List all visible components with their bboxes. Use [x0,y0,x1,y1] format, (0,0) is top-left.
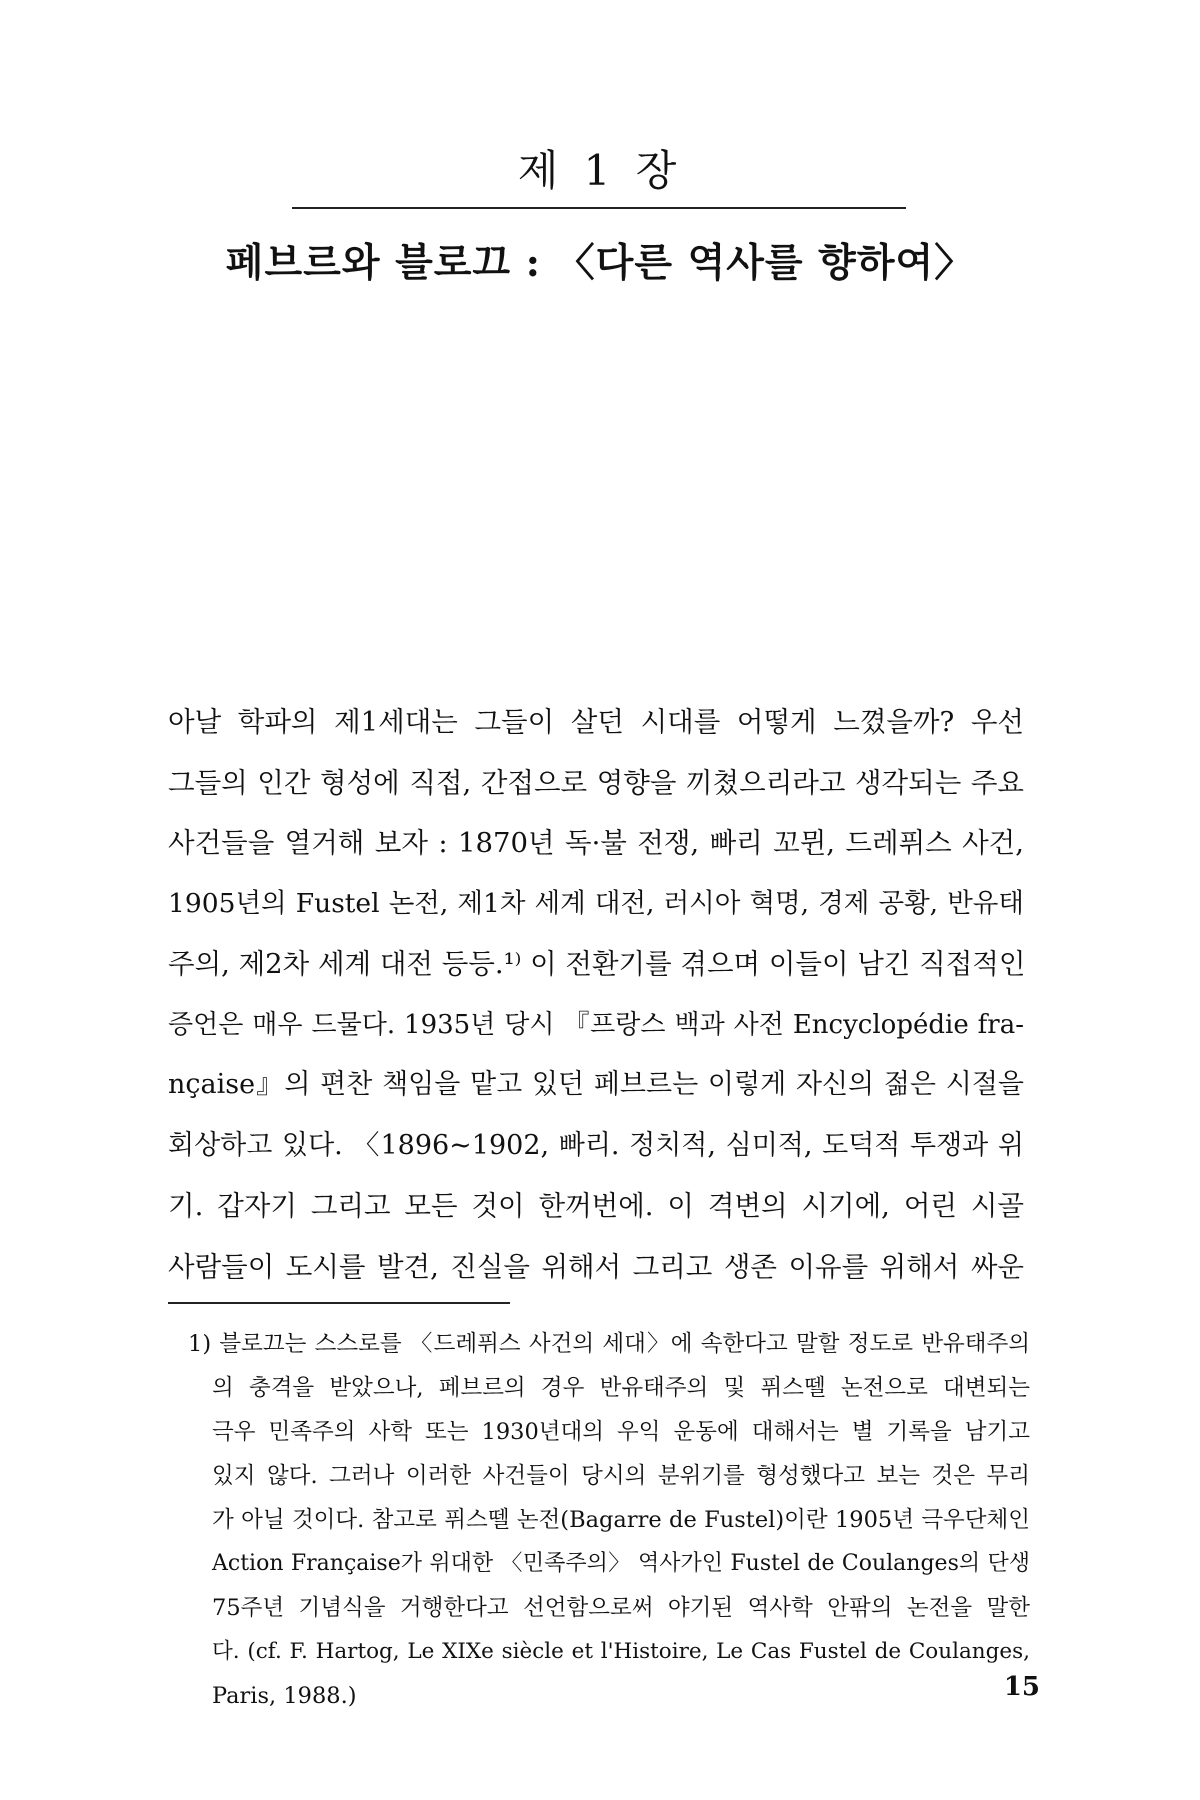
page-number: 15 [1003,1672,1040,1702]
body-line: 아날 학파의 제1세대는 그들이 살던 시대를 어떻게 느꼈을까? 우선 [168,706,1024,738]
body-line: 사람들이 도시를 발견, 진실을 위해서 그리고 생존 이유를 위해서 싸운 [168,1250,1024,1283]
body-line: 그들의 인간 형성에 직접, 간접으로 영향을 끼쳤으리라고 생각되는 주요 [168,766,1024,799]
body-line: nçaise』의 편찬 책임을 맡고 있던 페브르는 이렇게 자신의 젊은 시절을 [168,1069,1024,1100]
chapter-number: 제 1 장 [517,146,683,195]
footnote-line: 다. (cf. F. Hartog, Le XIXe siècle et l'Histoire, Le Cas Fustel de Coulanges, [212,1639,1030,1664]
body-line: 1905년의 Fustel 논전, 제1차 세계 대전, 러시아 혁명, 경제 공황, 반유태 [168,887,1024,919]
footnote-line: 75주년 기념식을 거행한다고 선언함으로써 야기된 역사학 안팎의 논전을 말한 [212,1595,1030,1621]
footnote-line: 극우 민족주의 사학 또는 1930년대의 우익 운동에 대해서는 별 기록을 남기고 [212,1419,1030,1445]
body-paragraph [168,692,1024,1297]
footnote-divider [168,1302,510,1304]
footnote-line: 가 아닐 것이다. 참고로 퓌스뗄 논전(Bagarre de Fustel)이란 1905년 극우단체인 [212,1507,1030,1533]
body-line: 기. 갑자기 그리고 모든 것이 한꺼번에. 이 격변의 시기에, 어린 시골 [168,1190,1024,1222]
footnote-line: 1) 블로끄는 스스로를 〈드레퓌스 사건의 세대〉에 속한다고 말할 정도로 반유태주의 [188,1331,1030,1357]
footnote-line: Paris, 1988.) [212,1683,357,1709]
footnote-line: 있지 않다. 그러나 이러한 사건들이 당시의 분위기를 형성했다고 보는 것은 무리 [212,1463,1030,1489]
footnote-line: 의 충격을 받았으나, 페브르의 경우 반유태주의 및 퓌스뗄 논전으로 대변되는 [212,1375,1030,1401]
chapter-title: 페브르와 블로끄 : 〈다른 역사를 향하여〉 [225,240,975,286]
body-line: 사건들을 열거해 보자 : 1870년 독·불 전쟁, 빠리 꼬뮌, 드레퓌스 사건, [168,827,1024,859]
body-line: 주의, 제2차 세계 대전 등등.¹⁾ 이 전환기를 겪으며 이들이 남긴 직접적인 [168,948,1026,980]
body-line: 증언은 매우 드물다. 1935년 당시 『프랑스 백과 사전 Encyclopédie fra- [168,1009,1024,1040]
footnote-line: Action Française가 위대한 〈민족주의〉 역사가인 Fustel de Coulanges의 단생 [212,1551,1030,1576]
footnote [168,1322,1030,1718]
chapter-divider [292,207,906,209]
body-line: 회상하고 있다. 〈1896~1902, 빠리. 정치적, 심미적, 도덕적 투쟁과 위 [168,1129,1024,1161]
